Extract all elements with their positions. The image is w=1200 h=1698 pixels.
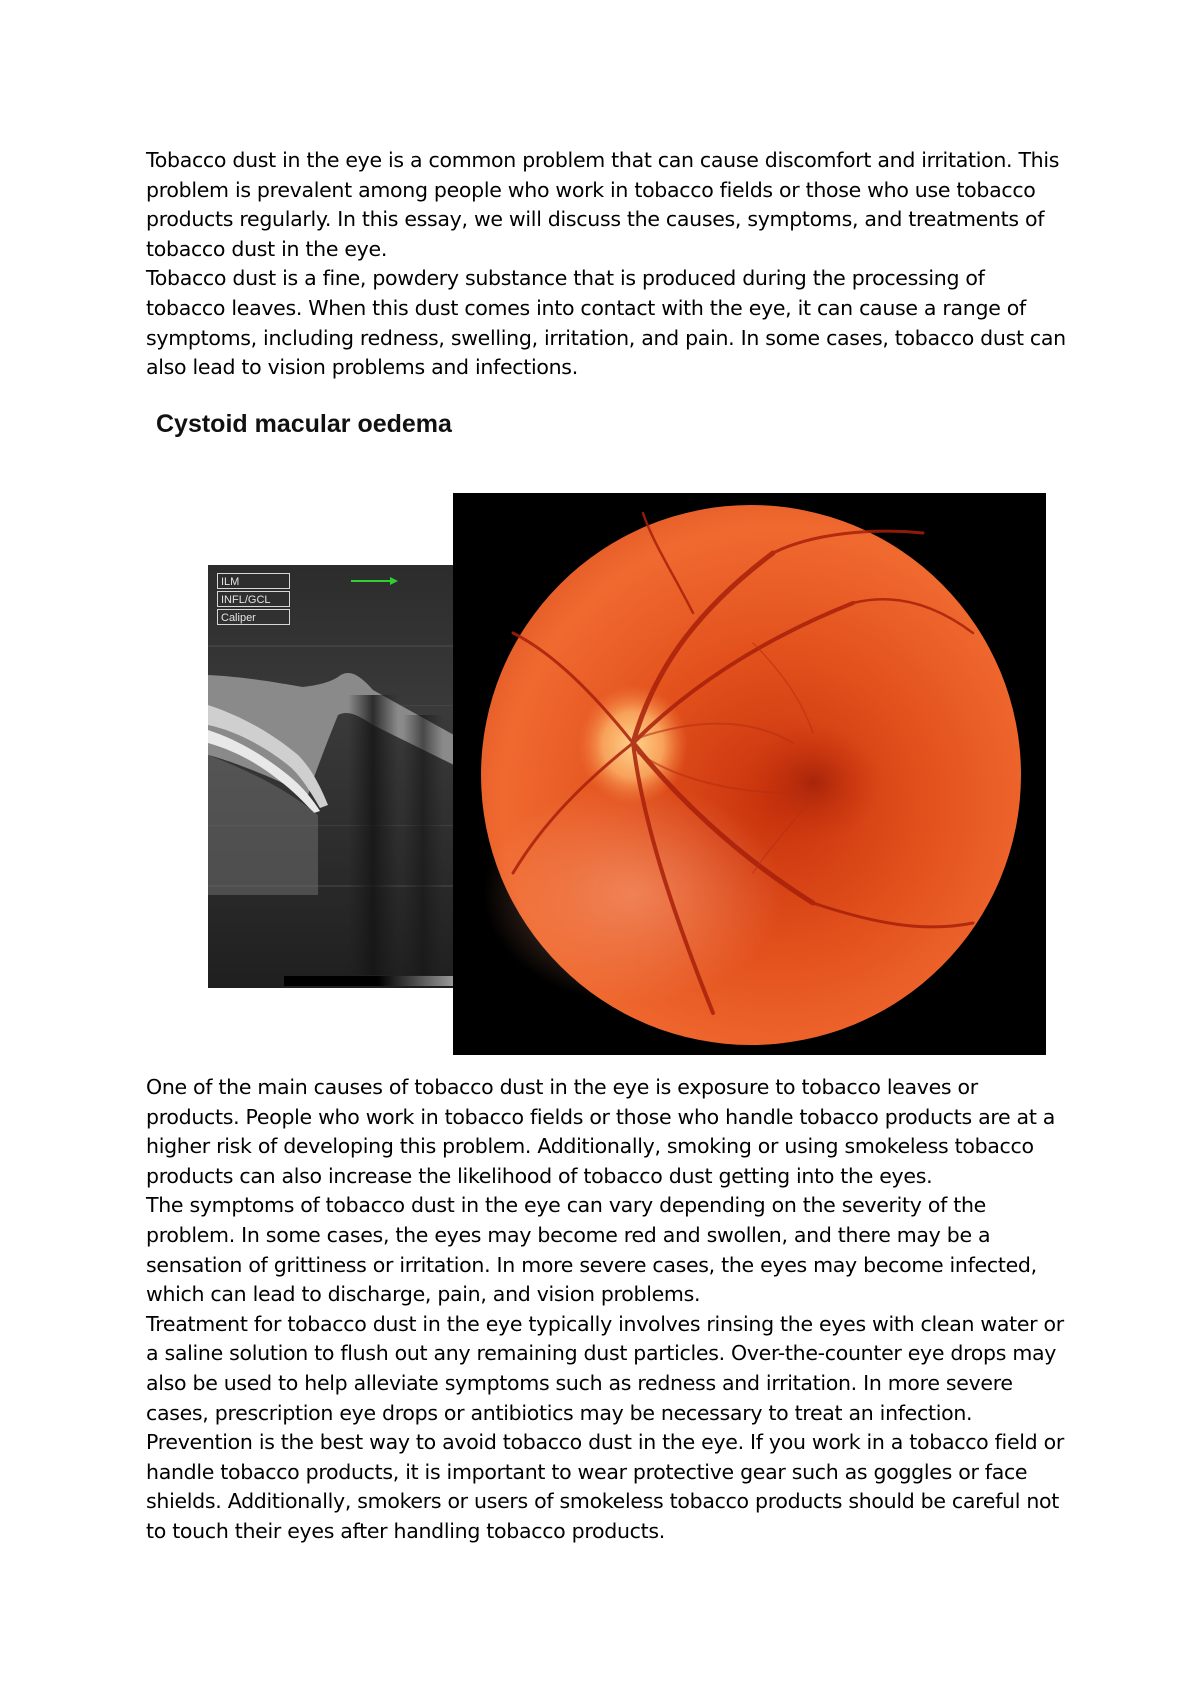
oct-scan-graphic [208, 565, 454, 988]
body-paragraph-symptoms: The symptoms of tobacco dust in the eye can vary depending on the severity of the problem. In some cases, the eyes may become red and swollen, and there may be a sensation of grittiness or irritation. In more severe cases, the eyes may become infected, which can lead to discharge, pain, and vision problems. [146, 1193, 1037, 1307]
body-paragraph-prevention: Prevention is the best way to avoid tobacco dust in the eye. If you work in a tobacco field or handle tobacco products, it is important to wear protective gear such as goggles or face shields. Additionally, smokers or users of smokeless tobacco products should be careful not to touch their eyes after handling tobacco products. [146, 1430, 1064, 1543]
body-paragraph-causes: One of the main causes of tobacco dust in the eye is exposure to tobacco leaves or products. People who work in tobacco fields or those who handle tobacco products are at a higher risk of developing this problem. Additionally, smoking or using smokeless tobacco products can also increase the likelihood of tobacco dust getting into the eyes. [146, 1075, 1056, 1188]
scale-bar [284, 976, 454, 986]
oct-label-caliper: Caliper [217, 609, 290, 625]
body-paragraph-treatment: Treatment for tobacco dust in the eye typically involves rinsing the eyes with clean water or a saline solution to flush out any remaining dust particles. Over-the-counter eye drops may also be used to help alleviate symptoms such as redness and irritation. In more severe cases, prescription eye drops or antibiotics may be necessary to treat an infection. [146, 1311, 1064, 1425]
intro-paragraph: Tobacco dust is a fine, powdery substance that is produced during the processing of tobacco leaves. When this dust comes into contact with the eye, it can cause a range of symptoms, including redness, swelling, irritation, and pain. In some cases, tobacco dust can also lead to vision problems and infections. [146, 266, 1066, 380]
figure-title: Cystoid macular oedema [156, 410, 452, 438]
body-section [146, 1073, 1066, 1547]
oct-label-ilm: ILM [217, 573, 290, 589]
intro-section [146, 146, 1066, 383]
fundus-photo [453, 493, 1046, 1055]
intro-paragraph: Tobacco dust in the eye is a common problem that can cause discomfort and irritation. This problem is prevalent among people who work in tobacco fields or those who use tobacco products regularly. In this essay, we will discuss the causes, symptoms, and treatments of tobacco dust in the eye. [146, 148, 1060, 261]
oct-label-infl-gcl: INFL/GCL [217, 591, 290, 607]
fundus-graphic [453, 493, 1046, 1055]
oct-scan-image [208, 565, 454, 988]
